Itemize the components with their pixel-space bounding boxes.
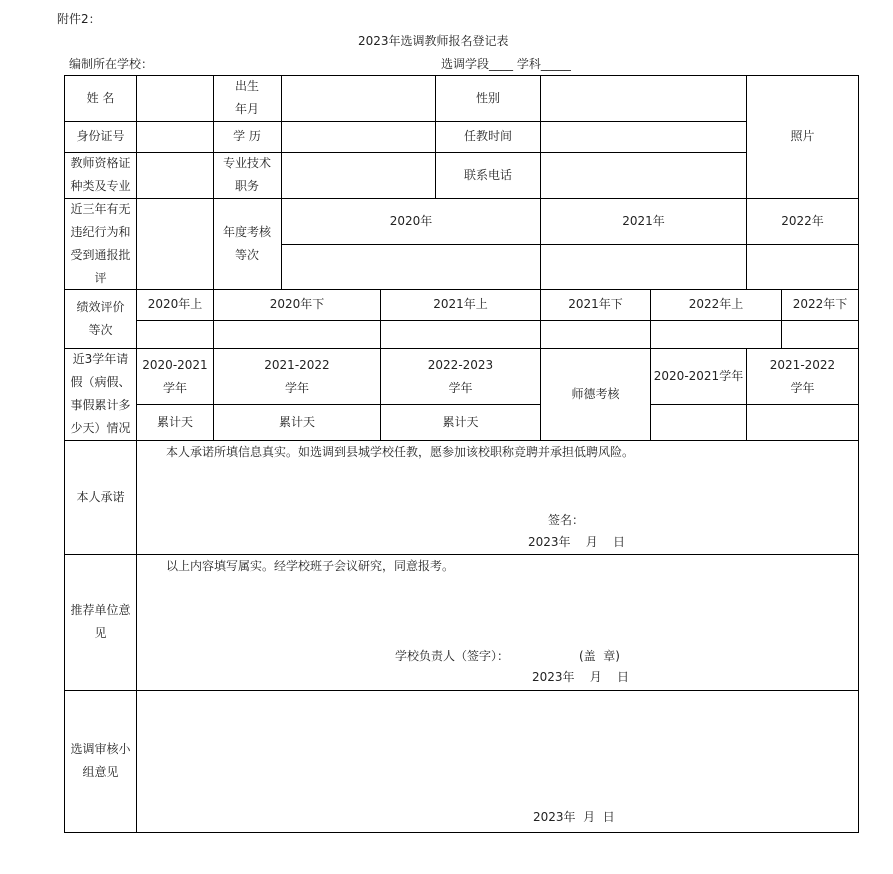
term-2020-1-field[interactable] [137, 321, 213, 348]
education-label: 学 历 [233, 129, 261, 143]
teach-time-label: 任教时间 [463, 129, 512, 143]
id-label: 身份证号 [76, 129, 125, 143]
year-2021-header: 2021年 [622, 213, 665, 228]
title-field[interactable] [282, 152, 435, 198]
gender-label: 性别 [475, 90, 500, 105]
performance-label: 绩效评价 等次 [76, 299, 125, 337]
phone-label: 联系电话 [463, 167, 512, 182]
leave-days-3[interactable]: 累计天 [442, 415, 479, 429]
term-2020-2-header: 2020年下 [269, 297, 325, 311]
recommend-text: 以上内容填写属实。经学校班子会议研究，同意报考。 [166, 559, 455, 573]
form-title: 2023年选调教师报名登记表 [358, 34, 509, 48]
term-2020-2-field[interactable] [214, 321, 380, 348]
stage-subject-label: 选调学段____ 学科_____ [441, 57, 571, 71]
id-field[interactable] [137, 121, 213, 152]
photo-box[interactable]: 照片 [790, 129, 815, 143]
ethics-year-2-field[interactable] [747, 405, 858, 440]
term-2021-1-field[interactable] [381, 321, 540, 348]
leave-year-3-header: 2022-2023 学年 [427, 357, 494, 395]
promise-signature[interactable]: 签名： [548, 513, 585, 527]
school-leader-signature[interactable]: 学校负责人（签字）： [395, 649, 510, 663]
year-2021-field[interactable] [541, 245, 746, 289]
term-2022-2-header: 2022年下 [792, 297, 848, 311]
term-2021-2-header: 2021年下 [568, 297, 623, 311]
year-2020-field[interactable] [282, 245, 540, 289]
seal-label: (盖 章) [579, 649, 620, 663]
leave-year-1-header: 2020-2021 学年 [142, 357, 208, 395]
term-2021-2-field[interactable] [541, 321, 650, 348]
teach-time-field[interactable] [541, 121, 746, 152]
term-2022-2-field[interactable] [782, 321, 858, 348]
ethics-year-1-header: 2020-2021学年 [653, 369, 744, 383]
violation-field[interactable] [137, 198, 213, 289]
leave-year-2-header: 2021-2022 学年 [264, 357, 330, 395]
leave-days-2[interactable]: 累计天 [278, 415, 315, 429]
birth-label: 出生 年月 [234, 79, 259, 116]
phone-field[interactable] [541, 152, 746, 198]
review-date[interactable]: 2023年 月 日 [533, 810, 615, 824]
recommend-date[interactable]: 2023年 月 日 [532, 670, 630, 684]
birth-field[interactable] [282, 75, 435, 121]
certificate-label: 教师资格证 种类及专业 [70, 156, 131, 193]
term-2022-1-header: 2022年上 [688, 297, 744, 311]
certificate-field[interactable] [137, 152, 213, 198]
leave-days-1[interactable]: 累计天 [156, 415, 193, 429]
term-2022-1-field[interactable] [651, 321, 781, 348]
year-2020-header: 2020年 [389, 213, 433, 228]
ethics-label: 师德考核 [571, 387, 620, 401]
review-label: 选调审核小 组意见 [70, 742, 131, 779]
promise-date[interactable]: 2023年 月 日 [528, 535, 626, 549]
school-label: 编制所在学校： [69, 57, 154, 71]
title-label: 专业技术 职务 [222, 156, 271, 193]
leave-label: 近3学年请 假（病假、 事假累计多 少天）情况 [70, 352, 131, 435]
term-2021-1-header: 2021年上 [433, 297, 488, 311]
recommend-label: 推荐单位意 见 [70, 603, 131, 640]
year-2022-field[interactable] [747, 245, 858, 289]
annual-review-label: 年度考核 等次 [222, 224, 271, 262]
attachment-label: 附件2： [57, 12, 101, 26]
violation-label: 近三年有无 违纪行为和 受到通报批 评 [70, 201, 131, 285]
year-2022-header: 2022年 [781, 213, 824, 228]
term-2020-1-header: 2020年上 [147, 297, 203, 311]
promise-label: 本人承诺 [76, 489, 125, 504]
ethics-year-2-header: 2021-2022 学年 [769, 357, 836, 395]
education-field[interactable] [282, 121, 435, 152]
gender-field[interactable] [541, 75, 746, 121]
ethics-year-1-field[interactable] [651, 405, 746, 440]
promise-text: 本人承诺所填信息真实。如选调到县城学校任教，愿参加该校职称竞聘并承担低聘风险。 [166, 445, 635, 459]
name-field[interactable] [137, 75, 213, 121]
name-label: 姓 名 [86, 90, 115, 105]
